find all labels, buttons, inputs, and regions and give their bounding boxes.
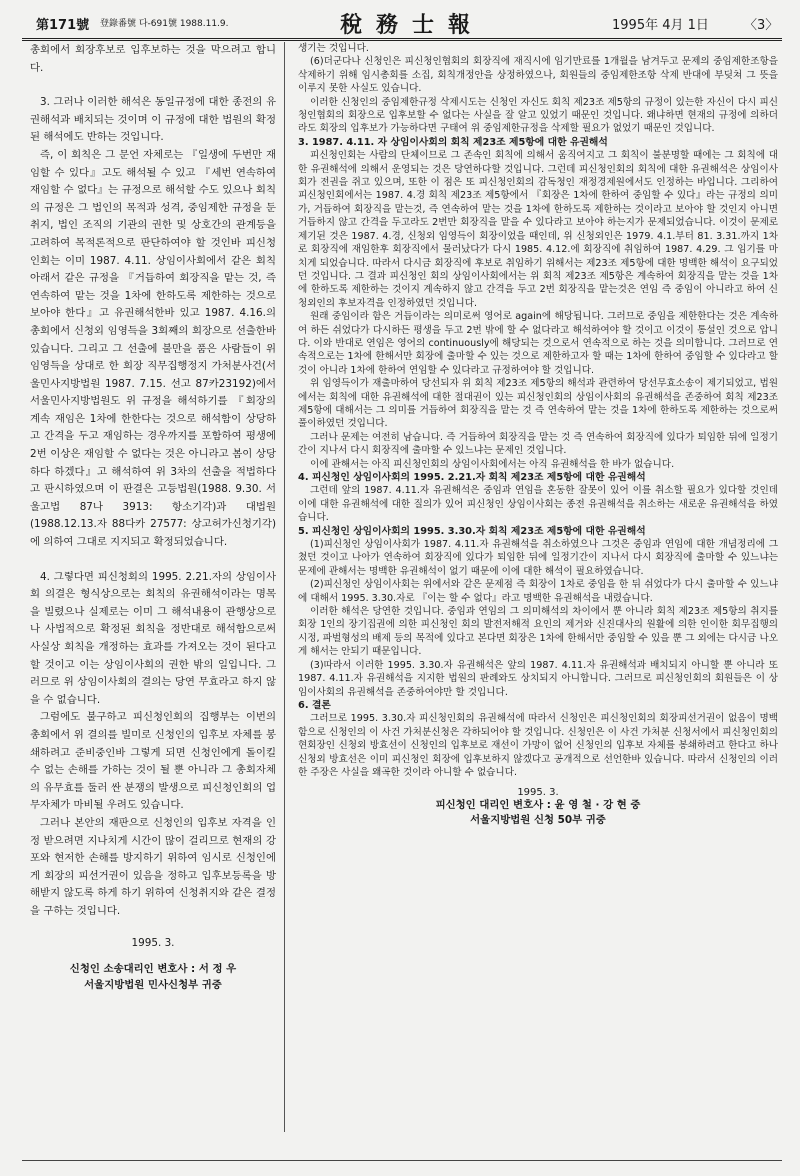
- left-date: 1995. 3.: [131, 936, 175, 949]
- newspaper-title: 稅務士報: [340, 12, 485, 38]
- applicant-signature-line1: 신청인 소송대리인 변호사 : 서 정 우: [69, 962, 237, 975]
- right-column-body: [294, 42, 782, 779]
- section-heading: 3. 1987. 4.11. 자 상임이사회의 회칙 제23조 제5항에 대한 유권해석: [298, 136, 608, 148]
- right-paragraph: 생기는 것입니다.: [298, 43, 369, 54]
- right-paragraph: (1)피신청인 상임이사회가 1987. 4.11.자 유권해석을 취소하였으나 그것은 중임과 연임에 대한 개념정리에 그쳤던 것이고 나아가 연속하여 회장직에 있다가 퇴임한 뒤에 일정기간이 지나서 다시 회장직에 출마할 수 있느냐는 문제에 관해서는 명백한 유권해석이 없기 때문에 이에 대한 해석이 필요하였습니다.: [298, 539, 778, 577]
- right-paragraph: 그러나 문제는 여전히 남습니다. 즉 거듭하여 회장직을 맡는 것 즉 연속하여 회장직에 있다가 퇴임한 뒤에 일정기간이 지나서 다시 회장직에 출마할 수 있느냐는 문제인 것입니다.: [298, 431, 778, 457]
- right-paragraph: (2)피신청인 상임이사회는 위에서와 같은 문제점 즉 회장이 1차로 중임을 한 뒤 쉬었다가 다시 출마할 수 있느냐에 대해서 1995. 3.30.자로 『이는 할 수 없다』라고 명백한 유권해석을 내렸습니다.: [298, 579, 778, 604]
- left-column-body: [22, 42, 284, 921]
- paragraph-gap: [22, 77, 284, 94]
- registration-number: 登錄番號 다-691號 1988.11.9.: [100, 19, 229, 29]
- right-column: [294, 42, 782, 1132]
- right-paragraph: 피신청인회는 사람의 단체이므로 그 존속인 회칙에 의해서 움직여지고 그 회칙이 불분명할 때에는 그 회칙에 대한 유권해석에 의해서 운영되는 것은 당연하다할 것입니다. 그런데 피신청인회의 회칙에 대한 유권해석은 상임이사회가 전권을 쥐고 있으며, 또한 이 점은 또 피신청인회의 감독청인 재정경제원에서도 인정하는 바입니다. 그리하여 피신청인회에서는 1987. 4.경 회칙 제23조 제5항에서 『회장은 1차에 한하여 중임할 수 있다』라는 규정의 의미가, 거듭하여 회장직을 맡는것, 즉 연속하여 맡는 것을 1차에 한하도록 제한하는 것이라고 보아야 할 것인지 아니면 거듭하지 않고 간격을 두고라도 2번만 회장직을 맡을 수 있다라고 보아야 하는지가 문제되었습니다. 이것이 문제로 제기된 것은 1987. 4.경, 신청외 임영득이 회장이었을 때인데, 위 신청외인은 1979. 4.1.부터 81. 3.31.까지 1차로 회장직에 재임한후 회장직에서 물러났다가 다시 1985. 4.12.에 회장직에 취임하여 1987. 4.29. 그 임기를 마치게 되었습니다. 따라서 다시금 회장직에 후보로 취임하기 위해서는 제23조 제5항에 대한 명백한 해석이 요구되었던 것입니다. 그 결과 피신청인 회의 상임이사회에서는 위 회칙 제23조 제5항은 계속하여 회장직을 맡는 것을 1차에 한하도록 제한하는 것이지 계속하지 않고 간격을 두고 2번 회장직을 맡는것은 연임 즉 중임이 아니라고 하여 신청외인의 후보자격을 인정하였던 것입니다.: [298, 150, 778, 309]
- left-paragraph: 그러나 본안의 재판으로 신청인의 입후보 자격을 인정 받으려면 지나치게 시간이 많이 걸리므로 현재의 강포와 현저한 손해를 방지하기 위하여 임시로 신청인에게 회장의 피선거권이 있음을 정하고 입후보등록을 방해받지 않도록 하게 하기 위하여 신청취지와 같은 결정을 구하는 것입니다.: [30, 816, 276, 917]
- left-column: [22, 42, 285, 1132]
- respondent-signature-line1: 피신청인 대리인 변호사 : 윤 영 철 · 강 현 중: [435, 799, 641, 812]
- right-paragraph: 그런데 앞의 1987. 4.11.자 유권해석은 중임과 연임을 혼동한 잘못이 있어 이를 취소할 필요가 있다할 것인데 이에 대한 유권해석에 대한 질의가 있어 피신청인 상임이사회는 종전 유권해석을 취소하는 새로운 유권해석을 하였습니다.: [298, 485, 778, 524]
- right-paragraph: (3)따라서 이러한 1995. 3.30.자 유권해석은 앞의 1987. 4.11.자 유권해석과 배치되지 아니할 뿐 아니라 또 1987. 4.11.자 유권해석을 지지한 법원의 판례와도 상치되지 아니합니다. 그러므로 피신청인회의 회원들은 이 상임이사회의 유권해석을 존중하여야만 할 것입니다.: [298, 659, 778, 698]
- masthead: [22, 4, 782, 41]
- left-paragraph: 총회에서 회장후보로 입후보하는 것을 막으려고 합니다.: [30, 44, 276, 74]
- left-paragraph: 4. 그렇다면 피신청회의 1995. 2.21.자의 상임이사회 의결은 형식상으로는 회칙의 유권해석이라는 명목을 빌렸으나 실제로는 이미 그 해석내용이 관행상으로나 사법적으로 확정된 회칙을 정반대로 해석함으로써 사실상 회칙을 개정하는 효과를 가져오는 것이 된다고 할 것이고 이는 상임이사회의 권한 밖의 일입니다. 그러므로 위 상임이사회의 결의는 당연 무효라고 하지 않을 수 없습니다.: [30, 570, 276, 706]
- page-number: 〈3〉: [744, 18, 779, 33]
- right-paragraph: 그러므로 1995. 3.30.자 피신청인회의 유권해석에 따라서 신청인은 피신청인회의 회장피선거권이 없음이 명백함으로 신청인의 이 사건 가처분신청은 각하되어야 할 것입니다. 신청인은 이 사건 가처분 신청서에서 피신청인회의 현회장인 신청외 방효선이 신청인의 입후보로 재선이 가망이 없어 신청인의 입후보 자체를 봉쇄하려고 한다고 하나 신청외 방효선은 이미 피신청인 회장에 입후보하지 않겠다고 공개적으로 선언한바 있습니다. 따라서 신청인의 이러한 주장은 사실을 왜곡한 것이라 아니할 수 없습니다.: [298, 713, 778, 778]
- respondent-signature: [294, 798, 782, 828]
- newspaper-page: [22, 4, 782, 1164]
- publication-date: 1995年 4月 1日: [612, 18, 709, 33]
- section-heading: 6. 결론: [298, 699, 331, 711]
- right-paragraph: 이러한 해석은 당연한 것입니다. 중임과 연임의 그 의미해석의 차이에서 뿐 아니라 회칙 제23조 제5항의 취지를 회장 1인의 장기집권에 의한 피신청인 회의 발전저해적 요인의 제거와 신진대사의 원활에 의한 인이한 회무집행의 시정, 파벌형성의 배제 등의 목적에 있다고 본다면 회장은 1차에 한해서만 중임할 수 있을 뿐 그 외에는 다시금 나오게 해서는 안되기 때문입니다.: [298, 606, 778, 658]
- left-paragraph: 3. 그러나 이러한 해석은 동일규정에 대한 종전의 유권해석과 배치되는 것이며 이 규정에 대한 법원의 확정된 해석에도 반하는 것입니다.: [30, 96, 276, 144]
- right-paragraph: 원래 중임이라 함은 거듭이라는 의미로써 영어로 again에 해당됩니다. 그러므로 중임을 제한한다는 것은 계속하여 하든 쉬었다가 다시하든 평생을 두고 2번 밖에 할 수 없다라고 해석하여야 할 것이고 이것이 통설인 것으로 압니다. 이와 반대로 연임은 영어의 continuously에 해당되는 것으로서 연속적으로 하는 것을 의미합니다. 그러므로 연속적으로는 1차에 한해서만 회장에 출마할 수 있는 것으로 제한하고자 할 때는 1차에 한하여 중임할 수 있다라고 할 것이 아니라 1차에 한하여 연임할 수 있다라고 규정하여야 할 것입니다.: [298, 311, 778, 376]
- section-heading: 4. 피신청인 상임이사회의 1995. 2.21.자 회칙 제23조 제5항에 대한 유권해석: [298, 472, 646, 483]
- paragraph-gap: [22, 552, 284, 569]
- respondent-signature-line2: 서울지방법원 신청 50부 귀중: [470, 814, 606, 827]
- left-paragraph: 즉, 이 회칙은 그 문언 자체로는 『일생에 두번만 재임할 수 있다』고도 해석될 수 있고 『세번 연속하여 재임할 수 없다』는 규정으로 해석할 수도 있으나 회칙의 규정은 그 법인의 목적과 성격, 중임제한 규정을 둔 취지, 법인 조직의 기관의 권한 및 상호간의 관계등을 고려하여 목적론적으로 판단하여야 할 것인바 피신청인회는 이미 1987. 4.11. 상임이사회에서 같은 회칙 아래서 같은 규정을 『거듭하여 회장직을 맡는 것, 즉 연속하여 맡는 것을 1차에 한하도록 제한하는 것으로 보아야 한다』고 유권해석한바 있고 1987. 4.16.의 총회에서 신청외 임영득을 3회째의 회장으로 선출한바 있습니다. 그리고 그 선출에 불만을 품은 사람들이 위 임영득을 상대로 한 회장 직무집행정지 가처분사건(서울민사지방법원 1987. 7.15. 선고 87카23192)에서 서울민사지방법원도 위 규정을 해석하기를 『회장의 계속 재임은 1차에 한한다는 것으로 해석함이 상당하고 간격을 두고 재임하는 경우까지를 포함하여 평생에 2번 이상은 재임할 수 없다는 것은 아니라고 봄이 상당하다 하겠다』고 해석하여 위 3차의 선출을 적법하다고 판시하였으며 이 판결은 고등법원(1988. 9.30. 서울고법 87나 3913: 항소기각)과 대법원(1988.12.13.자 88다카 27577: 상고허가신청기각)에 의하여 그대로 지지되고 확정되었습니다.: [30, 148, 276, 549]
- left-paragraph: 그럼에도 불구하고 피신청인회의 집행부는 이번의 총회에서 위 결의를 빌미로 신청인의 입후보 자체를 봉쇄하려고 준비중인바 그렇게 되면 신청인에게 돌이킬 수 없는 손해를 가하는 것이 될 뿐 아니라 그 총회자체의 유무효를 둘러 싼 분쟁의 발생으로 피신청인회의 업무자체가 마비될 우려도 있습니다.: [30, 711, 276, 812]
- applicant-signature: [22, 961, 284, 993]
- right-paragraph: 위 임영득이가 재출마하여 당선되자 위 회칙 제23조 제5항의 해석과 관련하여 당선무효소송이 제기되었고, 법원에서는 회칙에 대한 유권해석에 대한 절대권이 있는 피신청인회의 상임이사회의 유권해석을 존중하여 회칙 제23조 제5항에 대해서는 그 의미를 거듭하여 회장직을 맡는 것 즉 연속하여 맡는 것을 1차에 한하도록 제한하는 것으로써 풀이하였던 것입니다.: [298, 378, 778, 430]
- issue-number: 第171號: [36, 18, 90, 33]
- right-paragraph: 이러한 신청인의 중임제한규정 삭제시도는 신청인 자신도 회칙 제23조 제5항의 규정이 있는한 자신이 다시 피신청인협회의 회장으로 입후보할 수 없다는 사실을 잘 알고 있었기 때문인 것입니다. 왜냐하면 현재의 규정에 의하더라도 회장의 입후보가 가능하다면 구태여 위 중임제한규정을 삭제할 필요가 없었기 때문인 것입니다.: [298, 96, 778, 135]
- right-date: 1995. 3.: [517, 787, 559, 799]
- right-paragraph: (6)더군다나 신청인은 피신청인협회의 회장직에 재직시에 임기만료를 1개월을 남겨두고 문제의 중임제한조항을 삭제하기 위해 임시총회를 소집, 회칙개정안을 상정하였으나, 회원들의 중임제한조항 삭제 반대에 부딪쳐 그 뜻을 이루지 못한 사실도 있습니다.: [298, 56, 778, 95]
- applicant-signature-line2: 서울지방법원 민사신청부 귀중: [84, 978, 222, 991]
- bottom-rule: [22, 1160, 782, 1161]
- right-paragraph: 이에 관해서는 아직 피신청인회의 상임이사회에서는 아직 유권해석을 한 바가 없습니다.: [310, 458, 675, 470]
- section-heading: 5. 피신청인 상임이사회의 1995. 3.30.자 회칙 제23조 제5항에 대한 유권해석: [298, 525, 646, 537]
